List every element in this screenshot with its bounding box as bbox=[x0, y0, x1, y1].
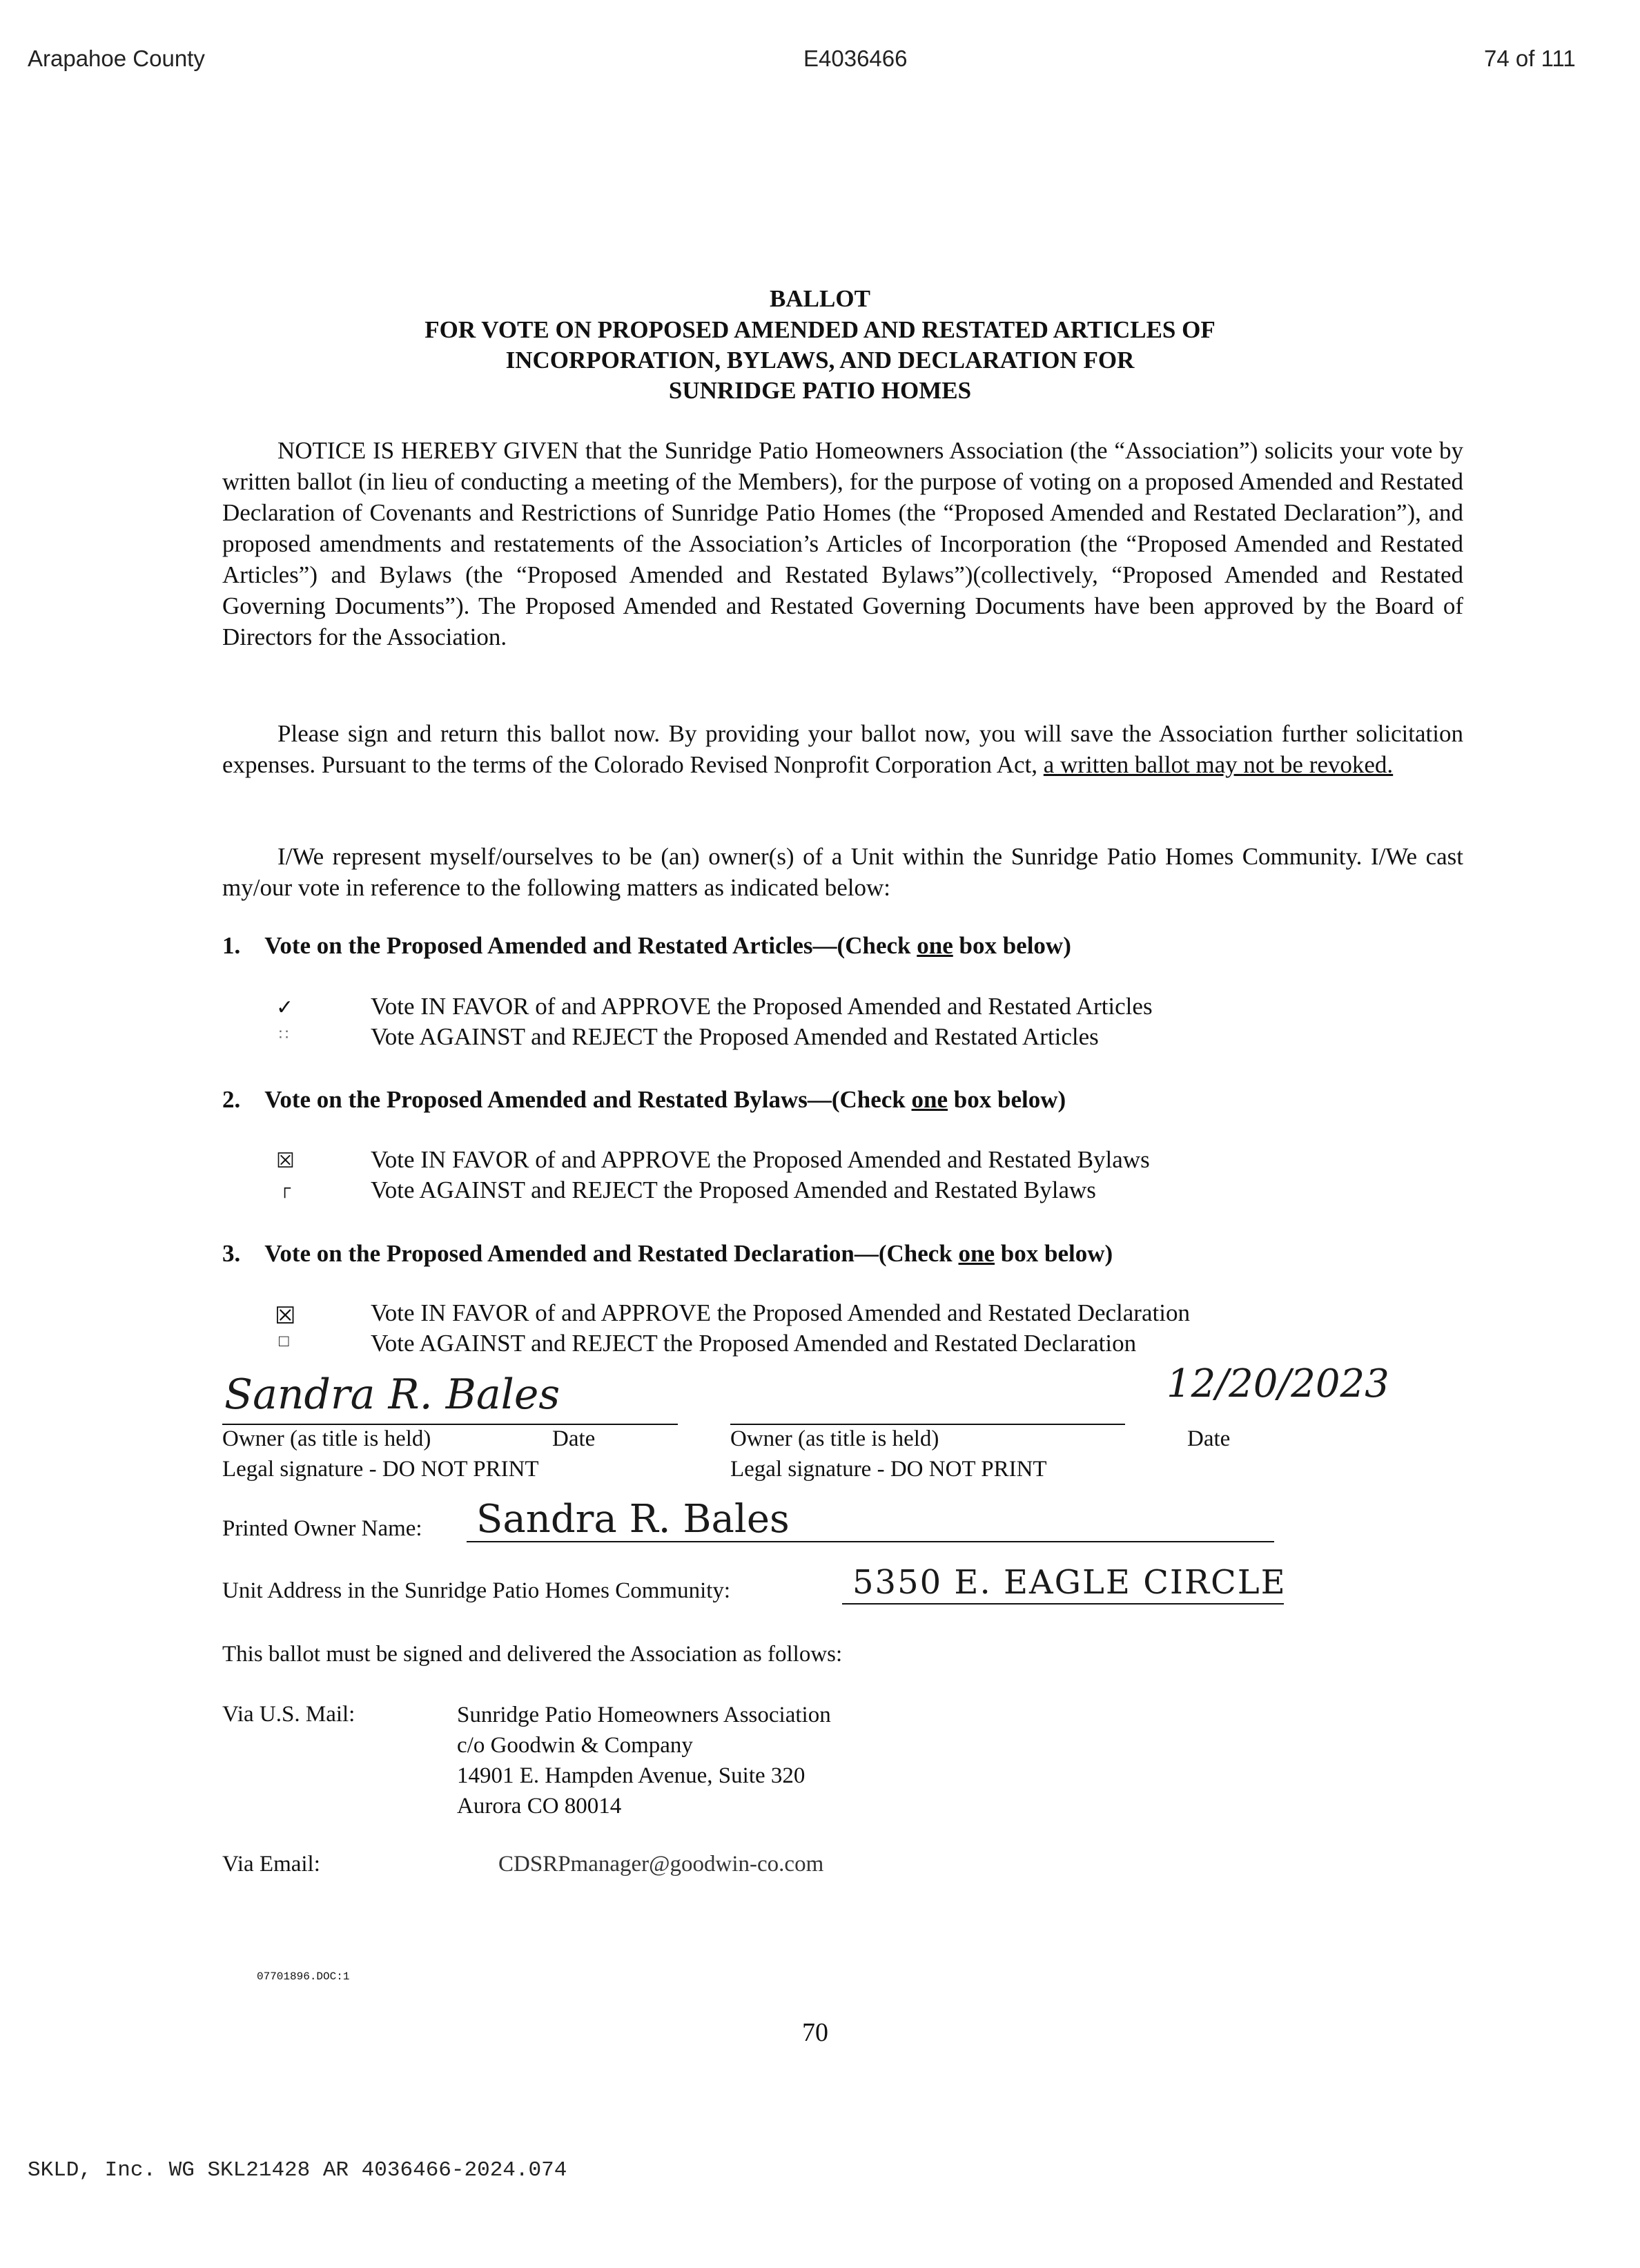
q1-favor-option: Vote IN FAVOR of and APPROVE the Proposed Amended and Restated Articles bbox=[371, 993, 1153, 1020]
address-line: Sunridge Patio Homeowners Association bbox=[457, 1703, 831, 1727]
question-text-end: box below) bbox=[995, 1240, 1113, 1267]
signature-date: 12/20/2023 bbox=[1166, 1361, 1389, 1406]
date-label-1: Date bbox=[552, 1426, 596, 1451]
address-line: 14901 E. Hampden Avenue, Suite 320 bbox=[457, 1763, 806, 1788]
ballot-subtitle-line1: FOR VOTE ON PROPOSED AMENDED AND RESTATED ARTICLES OF bbox=[424, 316, 1216, 343]
printed-name-line bbox=[467, 1541, 1274, 1542]
represent-text: I/We represent myself/ourselves to be (an) owner(s) of a Unit within the Sunridge Patio Homes Community. I/We cast my/our vote in reference to the following matters as indicated below: bbox=[222, 843, 1463, 901]
question-emphasis: one bbox=[911, 1086, 948, 1113]
signature-line-1 bbox=[222, 1424, 678, 1425]
printed-name-label: Printed Owner Name: bbox=[222, 1516, 422, 1541]
question-1-heading bbox=[222, 932, 1071, 960]
question-number: 3. bbox=[222, 1240, 241, 1267]
ballot-title: BALLOT bbox=[770, 285, 870, 312]
delivery-intro: This ballot must be signed and delivered the Association as follows: bbox=[222, 1642, 843, 1667]
date-label-2: Date bbox=[1187, 1426, 1231, 1451]
document-number-header: E4036466 bbox=[803, 46, 908, 71]
question-2-heading bbox=[222, 1086, 1066, 1114]
address-line: Aurora CO 80014 bbox=[457, 1794, 622, 1819]
legal-signature-label-1: Legal signature - DO NOT PRINT bbox=[222, 1457, 539, 1482]
question-text: Vote on the Proposed Amended and Restated Articles—(Check bbox=[264, 932, 917, 959]
q3-against-checkbox[interactable]: □ bbox=[279, 1332, 289, 1350]
q3-against-option: Vote AGAINST and REJECT the Proposed Amended and Restated Declaration bbox=[371, 1330, 1137, 1357]
q2-favor-checkbox[interactable]: ☒ bbox=[276, 1150, 295, 1172]
county-header: Arapahoe County bbox=[28, 46, 205, 71]
question-text: Vote on the Proposed Amended and Restated Declaration—(Check bbox=[264, 1240, 959, 1267]
printed-name-value: Sandra R. Bales bbox=[476, 1497, 790, 1542]
address-line: c/o Goodwin & Company bbox=[457, 1733, 693, 1758]
signature-line-2 bbox=[730, 1424, 1125, 1425]
recording-footer: SKLD, Inc. WG SKL21428 AR 4036466-2024.074 bbox=[28, 2158, 567, 2182]
ballot-subtitle-line2: INCORPORATION, BYLAWS, AND DECLARATION FOR bbox=[505, 347, 1135, 374]
question-text: Vote on the Proposed Amended and Restated Bylaws—(Check bbox=[264, 1086, 912, 1113]
owner-label-2: Owner (as title is held) bbox=[730, 1426, 939, 1451]
question-text-end: box below) bbox=[953, 932, 1071, 959]
question-emphasis: one bbox=[917, 932, 953, 959]
ballot-subtitle-line3: SUNRIDGE PATIO HOMES bbox=[668, 377, 972, 404]
q2-against-checkbox[interactable]: ┌ bbox=[279, 1179, 291, 1197]
legal-signature-label-2: Legal signature - DO NOT PRINT bbox=[730, 1457, 1047, 1482]
q2-against-option: Vote AGAINST and REJECT the Proposed Amended and Restated Bylaws bbox=[371, 1176, 1096, 1203]
owner-label-1: Owner (as title is held) bbox=[222, 1426, 431, 1451]
q1-against-checkbox[interactable]: ∷ bbox=[279, 1026, 289, 1043]
unit-address-value: 5350 E. EAGLE CIRCLE bbox=[852, 1563, 1287, 1602]
mailing-address bbox=[457, 1700, 831, 1821]
q2-favor-option: Vote IN FAVOR of and APPROVE the Proposed Amended and Restated Bylaws bbox=[371, 1146, 1150, 1173]
question-text-end: box below) bbox=[948, 1086, 1066, 1113]
question-number: 1. bbox=[222, 932, 241, 959]
q1-against-option: Vote AGAINST and REJECT the Proposed Amended and Restated Articles bbox=[371, 1023, 1099, 1050]
unit-address-label: Unit Address in the Sunridge Patio Homes Community: bbox=[222, 1578, 731, 1603]
notice-paragraph bbox=[222, 435, 1463, 652]
page-number: 70 bbox=[802, 2018, 828, 2047]
represent-paragraph bbox=[222, 841, 1463, 903]
unit-address-line bbox=[842, 1603, 1284, 1605]
q1-favor-checkbox[interactable]: ✓ bbox=[276, 996, 294, 1019]
q3-favor-option: Vote IN FAVOR of and APPROVE the Proposed Amended and Restated Declaration bbox=[371, 1299, 1190, 1326]
return-text: Please sign and return this ballot now. By providing your ballot now, you will save the Association further solicitation expenses. Pursuant to the terms of the Colorado Revised Nonprofit Corporation Act, bbox=[222, 720, 1463, 778]
document-reference: 07701896.DOC:1 bbox=[257, 1970, 350, 1983]
question-emphasis: one bbox=[958, 1240, 995, 1267]
question-3-heading bbox=[222, 1240, 1113, 1268]
question-number: 2. bbox=[222, 1086, 241, 1113]
notice-text: NOTICE IS HEREBY GIVEN that the Sunridge Patio Homeowners Association (the “Association”) solicits your vote by written ballot (in lieu of conducting a meeting of the Members), for the purpose of voting on a proposed Amended and Restated Declaration of Covenants and Restrictions of Sunridge Patio Homes (the “Proposed Amended and Restated Declaration”), and proposed amendments and restatements of the Association’s Articles of Incorporation (the “Proposed Amended and Restated Articles”) and Bylaws (the “Proposed Amended and Restated Bylaws”)(collectively, “Proposed Amended and Restated Governing Documents”). The Proposed Amended and Restated Governing Documents have been approved by the Board of Directors for the Association. bbox=[222, 437, 1463, 650]
mail-label: Via U.S. Mail: bbox=[222, 1702, 355, 1727]
q3-favor-checkbox[interactable]: ☒ bbox=[275, 1303, 296, 1329]
owner-signature: Sandra R. Bales bbox=[224, 1370, 560, 1419]
return-paragraph bbox=[222, 718, 1463, 780]
not-revoked-text: a written ballot may not be revoked. bbox=[1043, 751, 1394, 778]
email-label: Via Email: bbox=[222, 1852, 320, 1877]
email-link[interactable]: CDSRPmanager@goodwin-co.com bbox=[498, 1852, 824, 1877]
page-count-header: 74 of 111 bbox=[1484, 46, 1576, 71]
